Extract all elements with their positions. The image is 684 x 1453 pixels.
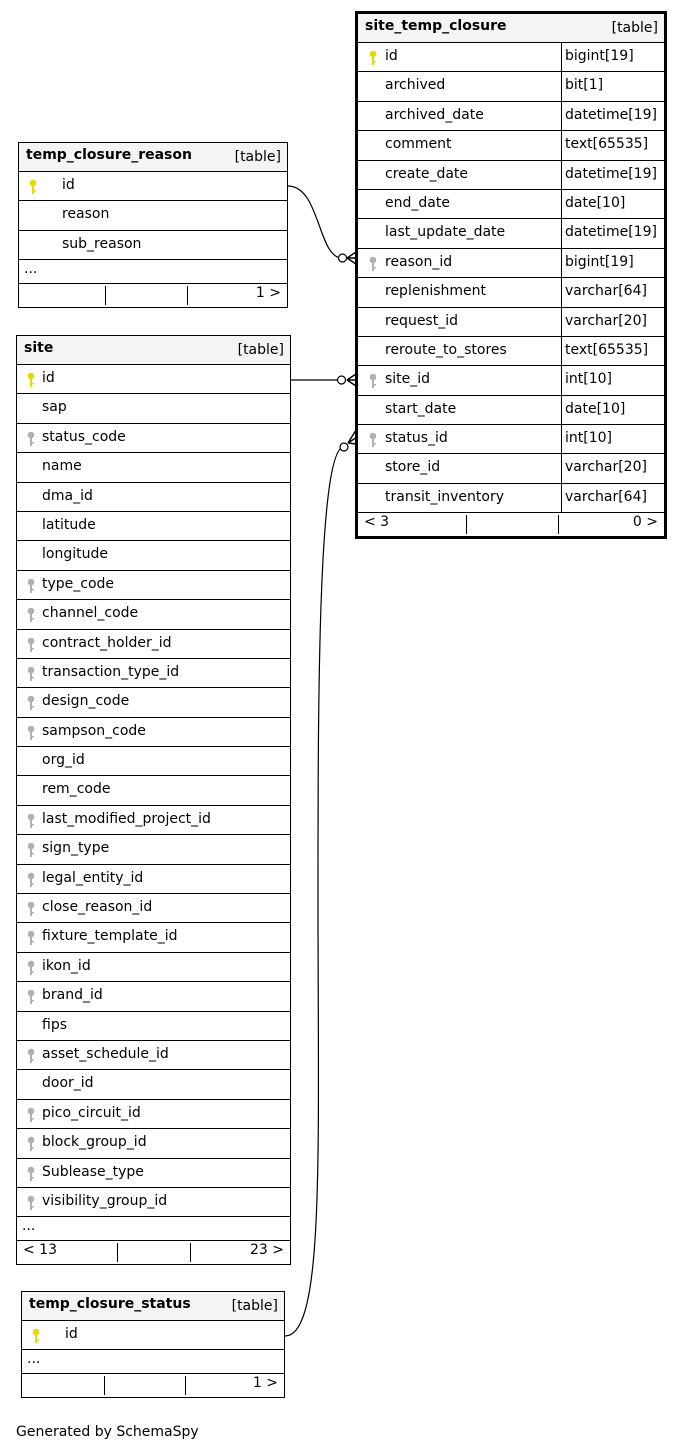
column-name: latitude <box>42 516 96 533</box>
foreign-key-icon <box>26 1195 36 1211</box>
column-row[interactable] <box>17 1188 290 1217</box>
column-row[interactable] <box>17 1129 290 1158</box>
column-divider <box>561 161 562 189</box>
column-name: brand_id <box>42 987 103 1004</box>
column-type: bigint[19] <box>565 253 634 270</box>
table-footer <box>22 1374 284 1397</box>
foreign-key-icon <box>26 666 36 682</box>
foreign-key-icon <box>26 1048 36 1064</box>
column-type: date[10] <box>565 400 626 417</box>
column-type: varchar[64] <box>565 488 647 505</box>
column-row[interactable] <box>358 484 664 513</box>
column-divider <box>561 219 562 247</box>
column-row[interactable] <box>17 453 290 482</box>
foreign-key-icon <box>26 725 36 741</box>
column-divider <box>561 425 562 453</box>
table-site-temp-closure[interactable] <box>355 11 667 539</box>
column-name: request_id <box>385 312 458 329</box>
child-count: 1 > <box>255 285 281 302</box>
column-row[interactable] <box>19 201 287 230</box>
column-name: sampson_code <box>42 722 146 739</box>
column-row[interactable] <box>358 396 664 425</box>
column-name: reason_id <box>385 253 453 270</box>
table-type-label: [table] <box>611 20 658 36</box>
column-row[interactable] <box>358 161 664 190</box>
foreign-key-icon <box>26 431 36 447</box>
column-row[interactable] <box>17 835 290 864</box>
column-row[interactable] <box>17 776 290 805</box>
parent-count: < 3 <box>364 514 390 531</box>
column-row[interactable] <box>17 865 290 894</box>
footer-divider <box>105 286 106 305</box>
column-row[interactable] <box>17 923 290 952</box>
table-name: temp_closure_status <box>29 1296 191 1312</box>
table-header[interactable] <box>17 336 290 365</box>
column-row[interactable] <box>358 43 664 72</box>
column-name: org_id <box>42 752 85 769</box>
foreign-key-icon <box>26 1136 36 1152</box>
foreign-key-icon <box>26 637 36 653</box>
child-count: 0 > <box>632 514 658 531</box>
column-row[interactable] <box>358 366 664 395</box>
column-name: ikon_id <box>42 957 91 974</box>
column-divider <box>561 72 562 100</box>
foreign-key-icon <box>368 256 378 272</box>
child-count: 23 > <box>250 1242 284 1259</box>
column-row[interactable] <box>17 1070 290 1099</box>
parent-count: < 13 <box>23 1242 57 1259</box>
column-row[interactable] <box>17 512 290 541</box>
edge-status-optional-marker <box>340 443 348 451</box>
primary-key-icon <box>31 1328 41 1344</box>
column-row[interactable] <box>17 953 290 982</box>
footer-divider <box>187 286 188 305</box>
footer-divider <box>185 1376 186 1395</box>
column-name: name <box>42 458 82 475</box>
column-type: int[10] <box>565 430 612 447</box>
foreign-key-icon <box>26 578 36 594</box>
column-row[interactable] <box>358 337 664 366</box>
column-name: sub_reason <box>62 235 142 252</box>
column-name: last_update_date <box>385 224 506 241</box>
column-row[interactable] <box>17 806 290 835</box>
column-row[interactable] <box>17 982 290 1011</box>
table-header[interactable] <box>358 14 664 43</box>
column-name: dma_id <box>42 487 93 504</box>
column-divider <box>561 43 562 71</box>
foreign-key-icon <box>26 989 36 1005</box>
table-header[interactable] <box>19 143 287 172</box>
column-name: id <box>65 1326 78 1342</box>
column-name: status_code <box>42 428 126 445</box>
column-name: contract_holder_id <box>42 634 172 651</box>
table-type-label: [table] <box>231 1298 278 1314</box>
column-name: reroute_to_stores <box>385 341 507 358</box>
column-row[interactable] <box>17 1012 290 1041</box>
column-name: archived_date <box>385 106 484 123</box>
column-row[interactable] <box>17 659 290 688</box>
footer-divider <box>558 515 559 534</box>
column-name: door_id <box>42 1075 94 1092</box>
foreign-key-icon <box>26 872 36 888</box>
column-divider <box>561 249 562 277</box>
table-name: site <box>24 340 54 356</box>
column-name: last_modified_project_id <box>42 810 211 827</box>
column-row[interactable] <box>358 278 664 307</box>
column-type: datetime[19] <box>565 106 657 123</box>
foreign-key-icon <box>26 607 36 623</box>
column-row[interactable] <box>17 600 290 629</box>
column-row[interactable] <box>17 483 290 512</box>
foreign-key-icon <box>26 842 36 858</box>
generator-credit: Generated by SchemaSpy <box>16 1424 199 1440</box>
column-name: longitude <box>42 546 108 563</box>
column-name: status_id <box>385 430 448 447</box>
column-row[interactable] <box>17 1100 290 1129</box>
foreign-key-icon <box>26 901 36 917</box>
column-name: type_code <box>42 575 115 592</box>
column-name: sign_type <box>42 840 110 857</box>
foreign-key-icon <box>26 960 36 976</box>
column-name: site_id <box>385 371 431 388</box>
column-row[interactable] <box>19 231 287 260</box>
table-type-label: [table] <box>237 342 284 358</box>
column-divider <box>561 366 562 394</box>
column-divider <box>561 308 562 336</box>
column-name: end_date <box>385 194 450 211</box>
column-type: varchar[64] <box>565 283 647 300</box>
footer-divider <box>117 1243 118 1262</box>
column-name: block_group_id <box>42 1134 147 1151</box>
column-name: asset_schedule_id <box>42 1045 169 1062</box>
column-row[interactable] <box>358 131 664 160</box>
edge-reason <box>288 186 342 258</box>
column-divider <box>561 396 562 424</box>
foreign-key-icon <box>368 373 378 389</box>
column-row[interactable] <box>358 425 664 454</box>
column-divider <box>561 190 562 218</box>
column-row[interactable] <box>17 365 290 394</box>
foreign-key-icon <box>26 930 36 946</box>
column-type: datetime[19] <box>565 224 657 241</box>
column-name: close_reason_id <box>42 899 153 916</box>
primary-key-icon <box>28 179 38 195</box>
table-footer <box>19 284 287 307</box>
table-name: site_temp_closure <box>365 18 507 34</box>
table-temp-closure-status[interactable] <box>21 1291 285 1398</box>
column-row[interactable] <box>17 718 290 747</box>
column-divider <box>561 131 562 159</box>
column-name: id <box>42 370 55 386</box>
column-name: transaction_type_id <box>42 663 180 680</box>
table-name: temp_closure_reason <box>26 147 192 163</box>
column-type: datetime[19] <box>565 165 657 182</box>
column-type: varchar[20] <box>565 312 647 329</box>
column-row[interactable] <box>17 894 290 923</box>
column-divider <box>561 102 562 130</box>
column-type: int[10] <box>565 371 612 388</box>
more-columns-indicator: ... <box>22 1350 284 1374</box>
foreign-key-icon <box>26 813 36 829</box>
column-name: create_date <box>385 165 469 182</box>
column-type: bigint[19] <box>565 48 634 64</box>
column-name: pico_circuit_id <box>42 1104 141 1121</box>
column-name: rem_code <box>42 781 111 798</box>
column-row[interactable] <box>17 630 290 659</box>
column-row[interactable] <box>17 688 290 717</box>
table-type-label: [table] <box>234 149 281 165</box>
table-temp-closure-reason[interactable] <box>18 142 288 308</box>
column-divider <box>561 337 562 365</box>
column-name: start_date <box>385 400 457 417</box>
column-row[interactable] <box>22 1321 284 1350</box>
column-row[interactable] <box>358 249 664 278</box>
foreign-key-icon <box>26 1107 36 1123</box>
column-type: date[10] <box>565 194 626 211</box>
foreign-key-icon <box>26 695 36 711</box>
column-name: Sublease_type <box>42 1163 144 1180</box>
column-name: comment <box>385 136 452 153</box>
table-site[interactable] <box>16 335 291 1265</box>
column-row[interactable] <box>17 541 290 570</box>
column-name: fips <box>42 1016 67 1033</box>
more-columns-indicator: ... <box>17 1217 290 1241</box>
column-divider <box>561 454 562 482</box>
table-footer <box>17 1241 290 1264</box>
column-row[interactable] <box>358 190 664 219</box>
column-row[interactable] <box>358 308 664 337</box>
footer-divider <box>104 1376 105 1395</box>
column-row[interactable] <box>19 172 287 201</box>
more-columns-indicator: ... <box>19 260 287 284</box>
child-count: 1 > <box>252 1375 278 1392</box>
column-type: bit[1] <box>565 77 604 94</box>
column-name: fixture_template_id <box>42 928 178 945</box>
column-row[interactable] <box>358 219 664 248</box>
column-row[interactable] <box>17 1041 290 1070</box>
column-name: store_id <box>385 459 441 476</box>
column-name: legal_entity_id <box>42 869 144 886</box>
edge-site-optional-marker <box>338 376 346 384</box>
foreign-key-icon <box>26 1166 36 1182</box>
table-footer <box>358 513 664 536</box>
column-name: channel_code <box>42 605 139 622</box>
column-row[interactable] <box>17 394 290 423</box>
edge-status <box>285 447 344 1336</box>
column-row[interactable] <box>17 1159 290 1188</box>
column-type: text[65535] <box>565 136 649 153</box>
column-divider <box>561 484 562 512</box>
column-name: visibility_group_id <box>42 1192 168 1209</box>
column-type: text[65535] <box>565 341 649 358</box>
column-name: transit_inventory <box>385 488 504 505</box>
column-name: sap <box>42 399 67 416</box>
column-type: varchar[20] <box>565 459 647 476</box>
column-divider <box>561 278 562 306</box>
table-header[interactable] <box>22 1292 284 1321</box>
column-name: design_code <box>42 693 130 710</box>
primary-key-icon <box>26 372 36 388</box>
column-row[interactable] <box>358 102 664 131</box>
column-name: id <box>385 48 398 64</box>
edge-reason-optional-marker <box>339 254 347 262</box>
column-name: reason <box>62 206 110 223</box>
column-name: id <box>62 177 75 193</box>
column-row[interactable] <box>17 424 290 453</box>
primary-key-icon <box>368 50 378 66</box>
column-row[interactable] <box>358 72 664 101</box>
column-row[interactable] <box>17 747 290 776</box>
column-row[interactable] <box>17 571 290 600</box>
footer-divider <box>466 515 467 534</box>
foreign-key-icon <box>368 432 378 448</box>
footer-divider <box>190 1243 191 1262</box>
column-name: replenishment <box>385 283 486 300</box>
column-name: archived <box>385 77 446 94</box>
column-row[interactable] <box>358 454 664 483</box>
